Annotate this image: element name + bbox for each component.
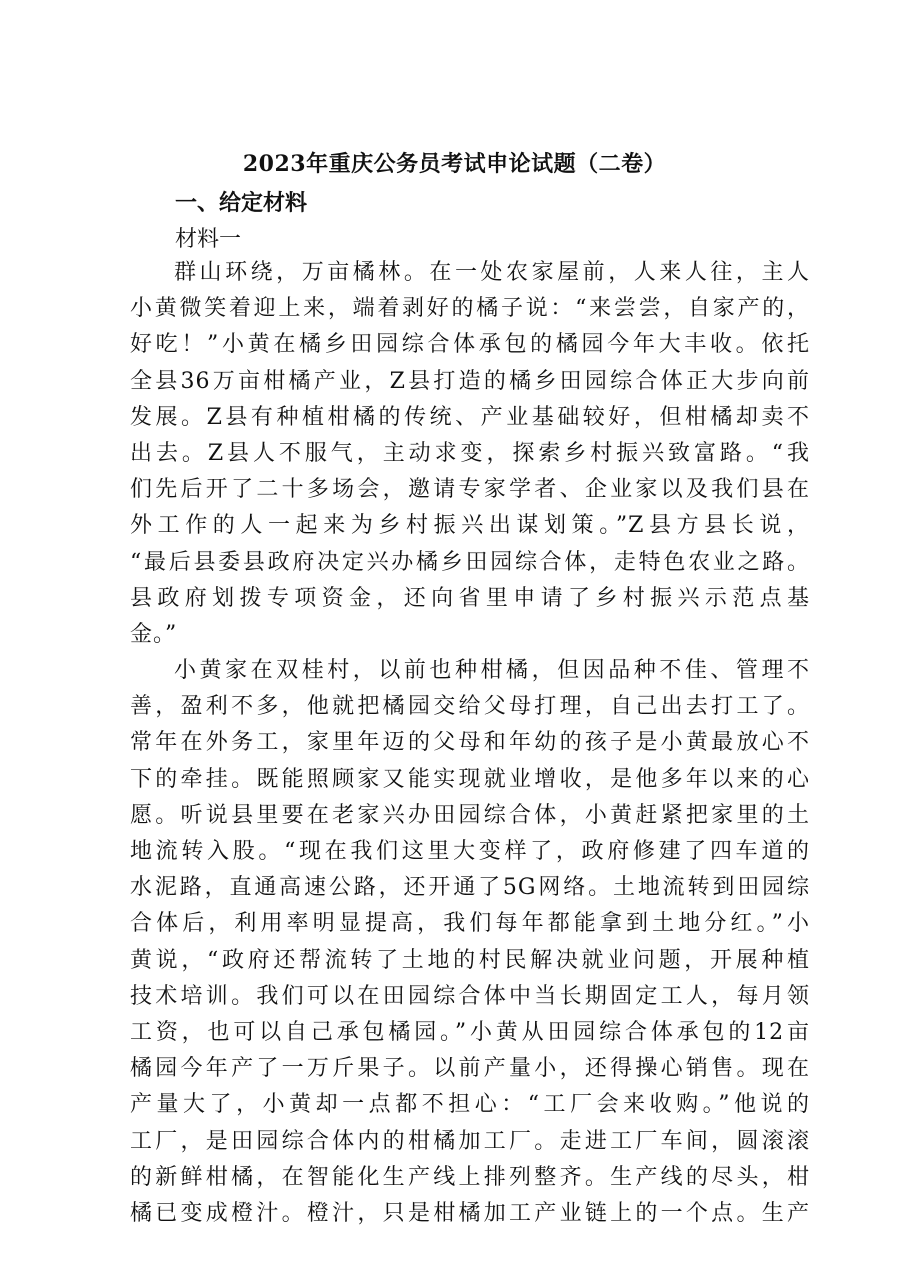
paragraph-2-line-1: 小黄家在双桂村，以前也种柑橘，但因品种不佳、管理不 — [174, 658, 810, 684]
paragraph-2-line-11: 工资，也可以自己承包橘园。”小黄从田园综合体承包的12亩 — [130, 1019, 810, 1045]
paragraph-2-line-16: 橘已变成橙汁。橙汁，只是柑橘加工产业链上的一个点。生产 — [130, 1200, 810, 1226]
paragraph-2-line-6: 地流转入股。“现在我们这里大变样了，政府修建了四车道的 — [130, 839, 810, 864]
paragraph-2-line-9: 黄说，“政府还帮流转了土地的村民解决就业问题，开展种植 — [130, 947, 810, 973]
paragraph-2-line-4: 下的牵挂。既能照顾家又能实现就业增收，是他多年以来的心 — [130, 766, 810, 792]
body-text — [130, 255, 810, 1232]
paragraph-1-line-5: 发展。Z县有种植柑橘的传统、产业基础较好，但柑橘却卖不 — [130, 404, 810, 430]
paragraph-1-line-1: 群山环绕，万亩橘林。在一处农家屋前，人来人往，主人 — [174, 260, 810, 285]
paragraph-1-line-2: 小黄微笑着迎上来，端着剥好的橘子说：“来尝尝，自家产的， — [130, 296, 810, 322]
paragraph-1-line-6: 出去。Z县人不服气，主动求变，探索乡村振兴致富路。“我 — [130, 440, 810, 466]
paragraph-1-line-10: 县政府划拨专项资金，还向省里申请了乡村振兴示范点基 — [130, 585, 810, 611]
paragraph-1-line-7: 们先后开了二十多场会，邀请专家学者、企业家以及我们县在 — [130, 477, 810, 503]
paragraph-1-line-8: 外工作的人一起来为乡村振兴出谋划策。”Z县方县长说， — [130, 513, 810, 539]
paragraph-2-line-10: 技术培训。我们可以在田园综合体中当长期固定工人，每月领 — [130, 983, 810, 1009]
paragraph-2-line-2: 善，盈利不多，他就把橘园交给父母打理，自己出去打工了。 — [130, 694, 810, 720]
paragraph-1-line-4: 全县36万亩柑橘产业，Z县打造的橘乡田园综合体正大步向前 — [130, 368, 810, 394]
paragraph-1-line-3: 好吃！”小黄在橘乡田园综合体承包的橘园今年大丰收。依托 — [130, 332, 810, 358]
paragraph-2-line-3: 常年在外务工，家里年迈的父母和年幼的孩子是小黄最放心不 — [130, 730, 810, 756]
paragraph-2-line-5: 愿。听说县里要在老家兴办田园综合体，小黄赶紧把家里的土 — [130, 802, 810, 828]
document-title: 2023年重庆公务员考试申论试题（二卷） — [242, 151, 667, 177]
paragraph-2-line-12: 橘园今年产了一万斤果子。以前产量小，还得操心销售。现在 — [130, 1056, 810, 1082]
paragraph-1-line-9: “最后县委县政府决定兴办橘乡田园综合体，走特色农业之路。 — [130, 549, 810, 575]
material-label: 材料一 — [175, 227, 242, 252]
paragraph-2-line-13: 产量大了，小黄却一点都不担心：“工厂会来收购。”他说的 — [130, 1092, 810, 1118]
paragraph-2-line-8: 合体后，利用率明显提高，我们每年都能拿到土地分红。”小 — [130, 911, 810, 937]
paragraph-2-line-14: 工厂，是田园综合体内的柑橘加工厂。走进工厂车间，圆滚滚 — [130, 1128, 810, 1154]
paragraph-2-line-7: 水泥路，直通高速公路，还开通了5G网络。土地流转到田园综 — [130, 875, 810, 901]
section-heading: 一、给定材料 — [175, 190, 308, 216]
paragraph-2-line-15: 的新鲜柑橘，在智能化生产线上排列整齐。生产线的尽头，柑 — [130, 1164, 810, 1190]
paragraph-1-line-11: 金。” — [130, 621, 178, 647]
